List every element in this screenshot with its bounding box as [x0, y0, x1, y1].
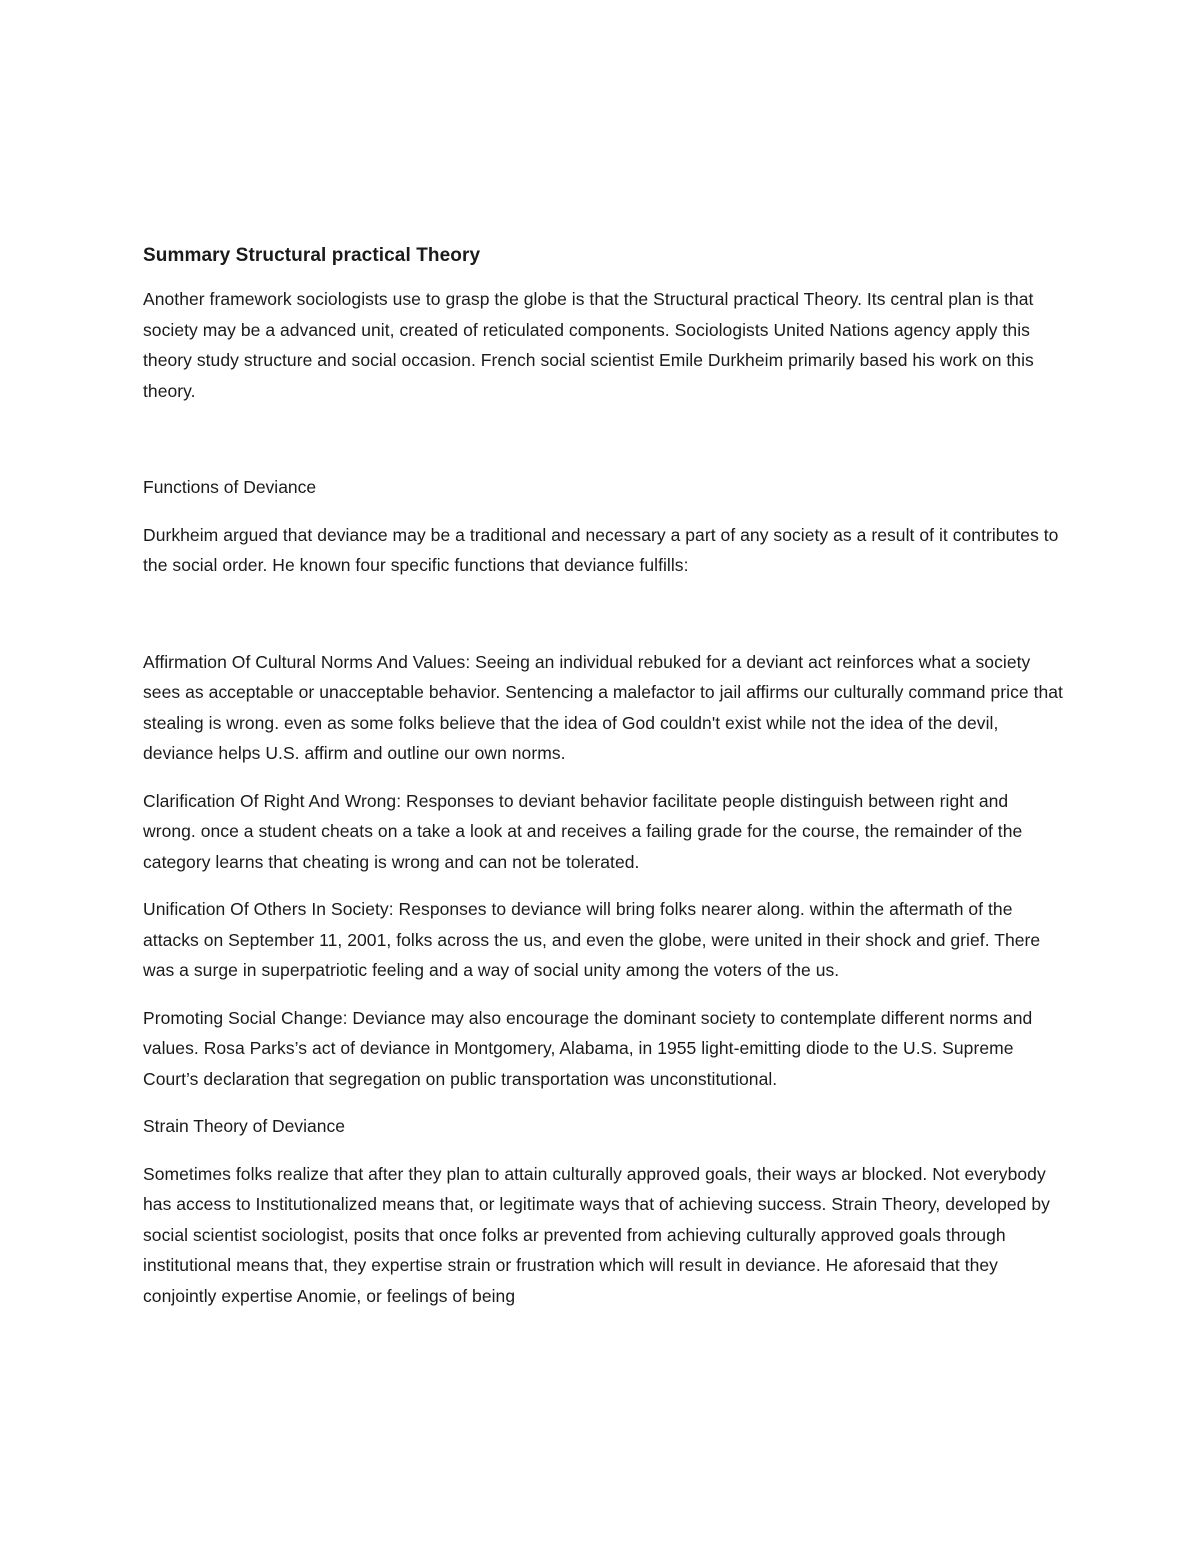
affirmation-paragraph: Affirmation Of Cultural Norms And Values: Seeing an individual rebuked for a deviant act reinforces what a society sees as acceptable or unacceptable behavior. Sentencing a malefactor to jail affirms our culturally command price that stealing is wrong. even as some folks believe that the idea of God couldn't exist while not the idea of the devil, deviance helps U.S. affirm and outline our own norms. — [143, 651, 1063, 763]
strain-heading: Strain Theory of Deviance — [143, 1116, 346, 1136]
document-title: Summary Structural practical Theory — [143, 245, 481, 266]
document-body — [143, 241, 1063, 1311]
intro-paragraph: Another framework sociologists use to grasp the globe is that the Structural practical Theory. Its central plan is that society may be a advanced unit, created of reticulated components. Sociologists United Nations agency apply this theory study structure and social occasion. French social scientist Emile Durkheim primarily based his work on this theory. — [143, 289, 1034, 401]
spacer — [143, 986, 1063, 1003]
spacer — [143, 1142, 1063, 1159]
spacer — [143, 1094, 1063, 1111]
spacer — [143, 581, 1063, 647]
spacer — [143, 406, 1063, 472]
spacer — [143, 769, 1063, 786]
unification-paragraph: Unification Of Others In Society: Responses to deviance will bring folks nearer along. within the aftermath of the attacks on September 11, 2001, folks across the us, and even the globe, were united in their shock and grief. There was a surge in superpatriotic feeling and a way of social unity among the voters of the us. — [143, 899, 1041, 980]
promoting-paragraph: Promoting Social Change: Deviance may also encourage the dominant society to contemplate different norms and values. Rosa Parks’s act of deviance in Montgomery, Alabama, in 1955 light-emitting diode to the U.S. Supreme Court’s declaration that segregation on public transportation was unconstitutional. — [143, 1007, 1033, 1089]
functions-heading: Functions of Deviance — [143, 477, 317, 497]
spacer — [143, 503, 1063, 520]
strain-paragraph: Sometimes folks realize that after they plan to attain culturally approved goals, their ways ar blocked. Not everybody has access to Institutionalized means that, or legitimate ways that of achieving success. Strain Theory, developed by social scientist sociologist, posits that once folks ar prevented from achieving culturally approved goals through institutional means that, they expertise strain or frustration which will result in deviance. He aforesaid that they conjointly expertise Anomie, or feelings of being — [143, 1163, 1050, 1306]
functions-intro-paragraph: Durkheim argued that deviance may be a traditional and necessary a part of any society as a result of it contributes to the social order. He known four specific functions that deviance fulfills: — [143, 524, 1059, 575]
clarification-paragraph: Clarification Of Right And Wrong: Responses to deviant behavior facilitate people distinguish between right and wrong. once a student cheats on a take a look at and receives a failing grade for the course, the remainder of the category learns that cheating is wrong and can not be tolerated. — [143, 790, 1023, 872]
spacer — [143, 877, 1063, 894]
